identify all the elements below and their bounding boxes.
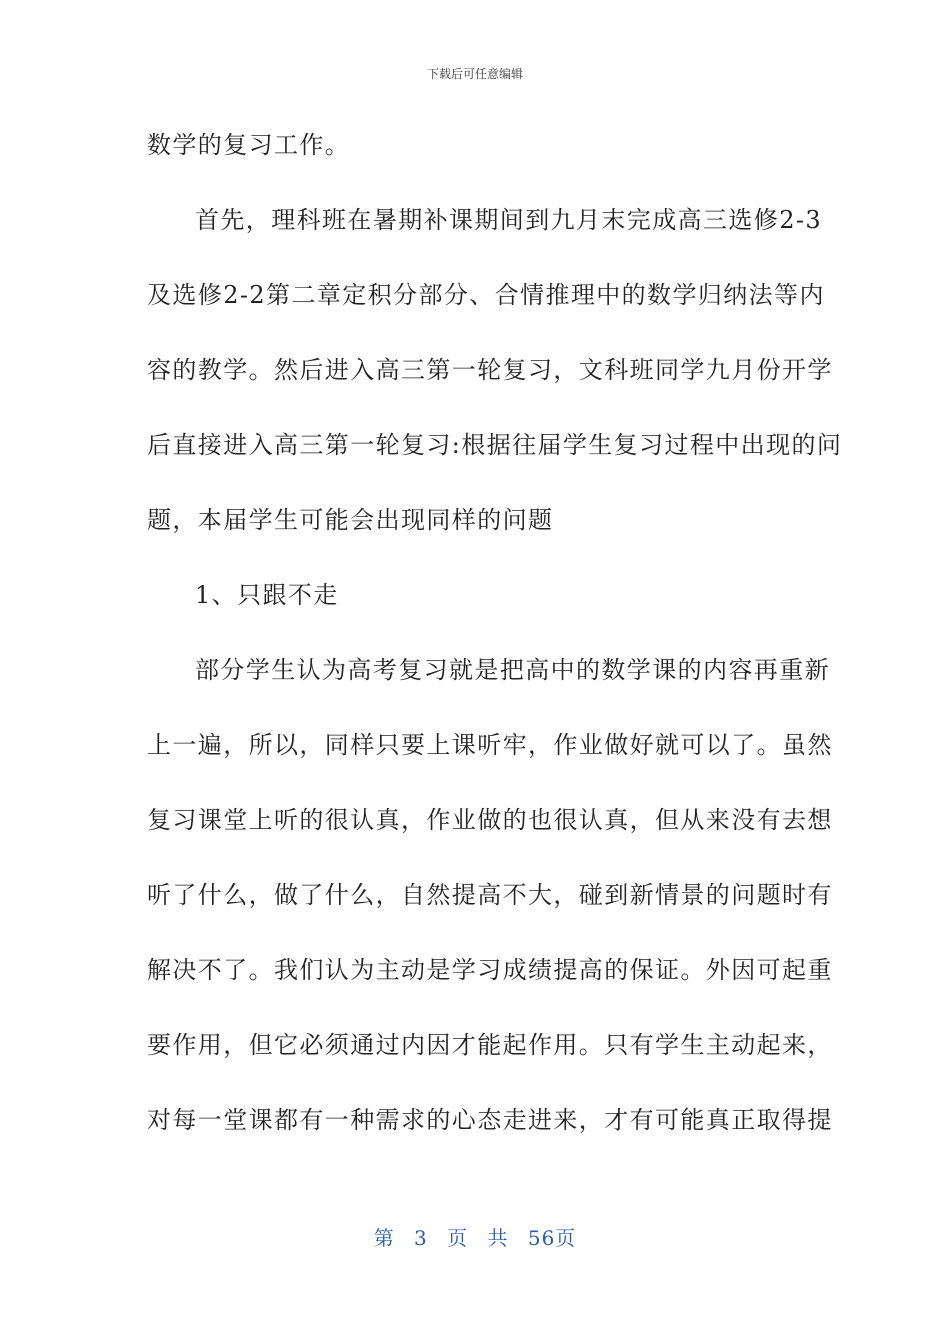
page-header — [0, 66, 950, 82]
paragraph-line: 要作用，但它必须通过内因才能起作用。只有学生主动起来， — [147, 1031, 833, 1059]
header-text: 下载后可任意编辑 — [426, 67, 523, 81]
footer-total-pages: 56页 — [527, 1226, 577, 1250]
paragraph-line: 首先，理科班在暑期补课期间到九月末完成高三选修2-3 — [195, 206, 823, 234]
footer-current-page: 3 — [414, 1226, 428, 1250]
page-footer — [0, 1224, 950, 1252]
footer-total-label: 共 — [487, 1226, 509, 1250]
paragraph-line: 数学的复习工作。 — [147, 131, 351, 159]
paragraph-line: 复习课堂上听的很认真，作业做的也很认真，但从来没有去想 — [147, 806, 833, 834]
paragraph-line: 部分学生认为高考复习就是把高中的数学课的内容再重新 — [195, 656, 830, 684]
paragraph-line: 对每一堂课都有一种需求的心态走进来，才有可能真正取得提 — [147, 1106, 833, 1134]
document-body — [147, 122, 843, 1172]
paragraph-line: 听了什么，做了什么，自然提高不大，碰到新情景的问题时有 — [147, 881, 833, 909]
footer-prefix: 第 — [373, 1226, 395, 1250]
paragraph-line: 及选修2-2第二章定积分部分、合情推理中的数学归纳法等内 — [147, 281, 825, 309]
paragraph-line: 上一遍，所以，同样只要上课听牢，作业做好就可以了。虽然 — [147, 731, 833, 759]
paragraph-line: 题，本届学生可能会出现同样的问题 — [147, 506, 554, 534]
paragraph-line: 后直接进入高三第一轮复习:根据往届学生复习过程中出现的问 — [147, 431, 843, 459]
section-heading: 1、只跟不走 — [195, 581, 339, 609]
footer-page-label: 页 — [447, 1226, 469, 1250]
paragraph-line: 容的教学。然后进入高三第一轮复习，文科班同学九月份开学 — [147, 356, 833, 384]
paragraph-line: 解决不了。我们认为主动是学习成绩提高的保证。外因可起重 — [147, 956, 833, 984]
